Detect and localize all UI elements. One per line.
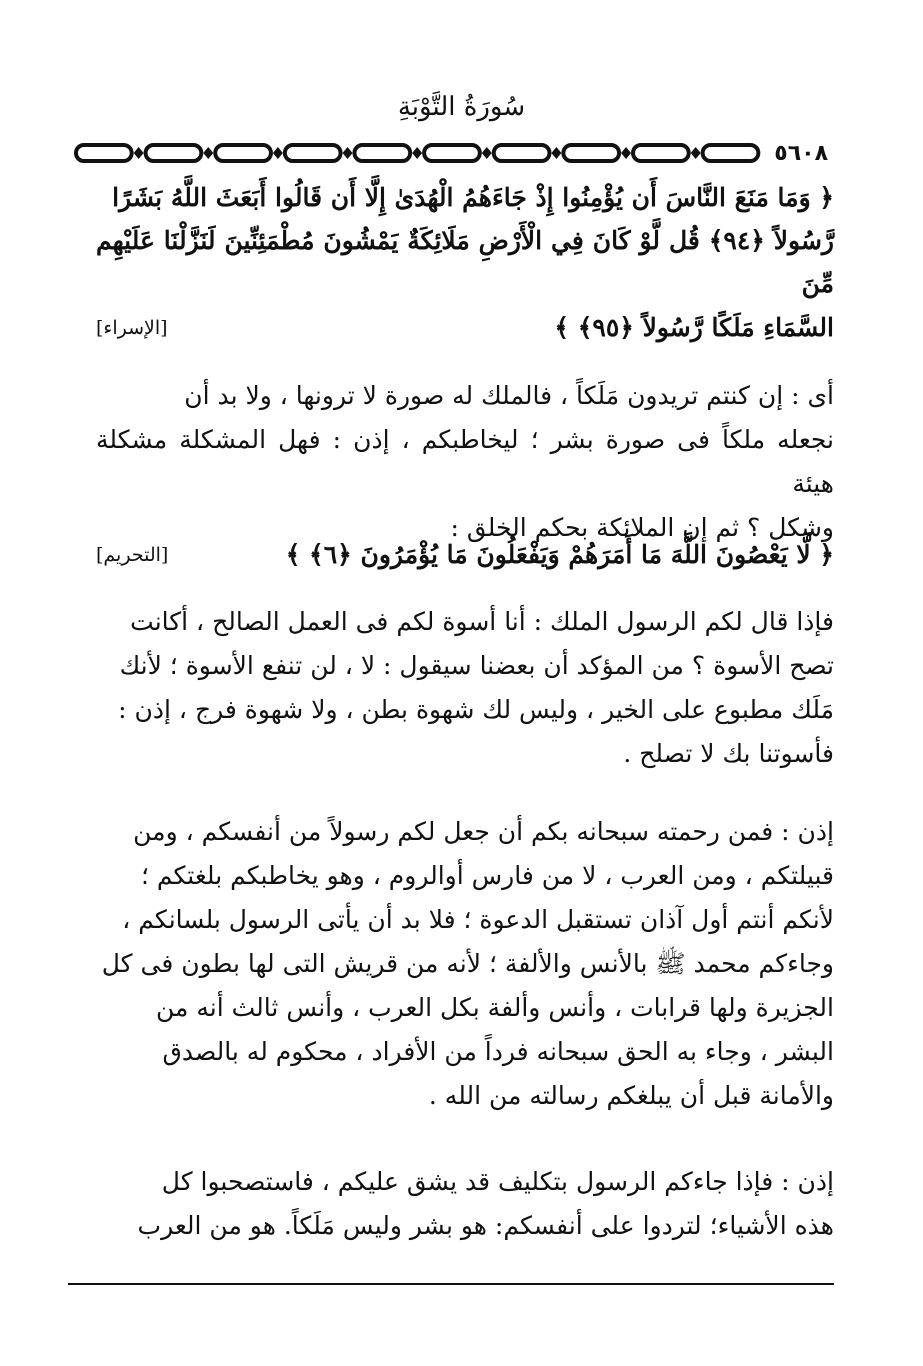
text-line: الجزيرة ولها قرابات ، وأنس وألفة بكل العرب ، وأنس ثالث أنه من (156, 993, 834, 1022)
text-line: إذن : فمن رحمته سبحانه بكم أن جعل لكم رسولاً من أنفسكم ، ومن (133, 817, 834, 846)
text-line: إذن : فإذا جاءكم الرسول بتكليف قد يشق عليكم ، فاستصحبوا كل (161, 1167, 834, 1196)
paragraph (96, 600, 834, 776)
quran-verse-isra (96, 176, 834, 305)
page-number: ٥٦٠٨ (774, 140, 828, 166)
verse-reference: [التحريم] (96, 544, 169, 566)
text-line: والأمانة قبل أن يبلغكم رسالته من الله . (428, 1081, 834, 1110)
text-line: تصح الأسوة ؟ من المؤكد أن بعضنا سيقول : لا ، لن تنفع الأسوة ؛ لأنك (119, 651, 834, 680)
surah-title: سُورَةُ التَّوْبَةِ (397, 92, 526, 122)
ornamental-chain-icon (72, 140, 768, 166)
quran-verse-tahrim (96, 532, 834, 578)
text-line: وشكل ؟ ثم إن الملائكة بحكم الخلق : (450, 513, 834, 542)
verse-line: ﴿ وَمَا مَنَعَ النَّاسَ أَن يُؤْمِنُوا إِذْ جَاءَهُمُ الْهُدَىٰ إِلَّا أَن قَالُوا أَبَعَثَ اللَّهُ بَشَرًا (112, 183, 834, 212)
text-line: فإذا قال لكم الرسول الملك : أنا أسوة لكم فى العمل الصالح ، أكانت (130, 607, 834, 636)
header-band (72, 140, 834, 166)
text-line: نجعله ملكاً فى صورة بشر ؛ ليخاطبكم ، إذن : فهل المشكلة مشكلة هيئة (96, 425, 834, 498)
verse-reference: [الإسراء] (96, 317, 168, 339)
text-line: فأسوتنا بك لا تصلح . (623, 739, 834, 768)
text-line: هذه الأشياء؛ لتردوا على أنفسكم: هو بشر وليس مَلَكاً. هو من العرب (137, 1211, 834, 1240)
verse-line: ﴿ لَّا يَعْصُونَ اللَّهَ مَا أَمَرَهُمْ وَيَفْعَلُونَ مَا يُؤْمَرُونَ ﴿٦﴾ ﴾ (285, 540, 834, 569)
text-line: أى : إن كنتم تريدون مَلَكاً ، فالملك له صورة لا ترونها ، ولا بد أن (184, 381, 834, 410)
text-line: وجاءكم محمد ﷺ بالأنس والألفة ؛ لأنه من قريش التى لها بطون فى كل (101, 949, 834, 978)
text-line: البشر ، وجاء به الحق سبحانه فرداً من الأفراد ، محكوم له بالصدق (162, 1037, 834, 1066)
text-line: لأنكم أنتم أول آذان تستقبل الدعوة ؛ فلا بد أن يأتى الرسول بلسانكم ، (122, 905, 834, 934)
text-line: مَلَك مطبوع على الخير ، وليس لك شهوة بطن ، ولا شهوة فرج ، إذن : (118, 695, 834, 724)
verse-line: رَّسُولاً ﴿٩٤﴾ قُل لَّوْ كَانَ فِي الْأَرْضِ مَلَائِكَةٌ يَمْشُونَ مُطْمَئِنِّينَ لَنَزَّلْنَا عَلَيْهِم مِّنَ (96, 226, 834, 298)
paragraph (96, 810, 834, 1118)
paragraph (96, 374, 834, 550)
text-line: قبيلتكم ، ومن العرب ، لا من فارس أوالروم ، وهو يخاطبكم بلغتكم ؛ (140, 861, 834, 890)
paragraph (96, 1160, 834, 1248)
verse-line: السَّمَاءِ مَلَكًا رَّسُولاً ﴿٩٥﴾ ﴾ (554, 313, 834, 342)
verse-last-row (96, 305, 834, 351)
footer-rule (68, 1283, 834, 1285)
